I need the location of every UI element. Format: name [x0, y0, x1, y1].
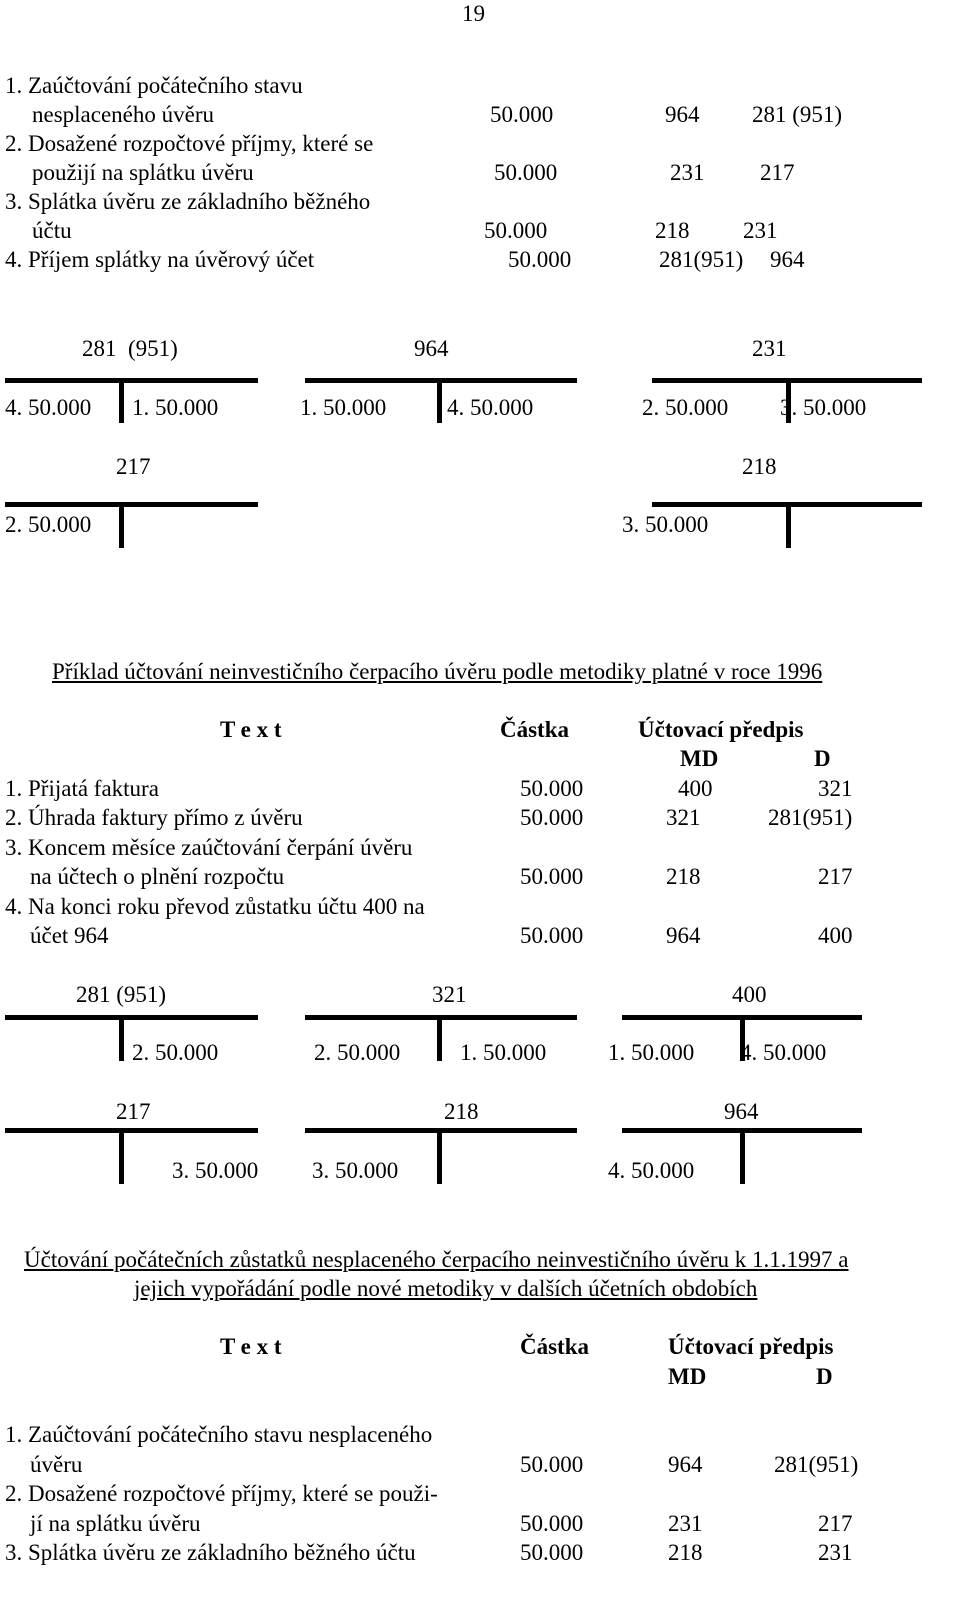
right-entry: 1. 50.000 — [460, 1040, 547, 1065]
section-title-line-1: Účtování počátečních zůstatků nesplaceného čerpacího neinvestičního úvěru k 1.1.1997 a — [24, 1247, 849, 1272]
header-predpis: Účtovací předpis — [668, 1334, 834, 1359]
right-entry: 3. 50.000 — [172, 1158, 259, 1183]
left-entry: 1. 50.000 — [608, 1040, 695, 1065]
account-name: 321 — [432, 982, 467, 1007]
account-name: 281 (951) — [76, 982, 167, 1007]
row-d: 321 — [818, 776, 853, 801]
row-amount: 50.000 — [520, 923, 584, 948]
t-account-divider — [740, 1128, 745, 1184]
row-amount: 50.000 — [520, 776, 584, 801]
row-text: 4. Na konci roku převod zůstatku účtu 400 na — [5, 894, 425, 919]
row-d: 281(951) — [768, 805, 853, 830]
t-account-top-line — [5, 378, 258, 383]
section-title-line-2: jejich vypořádání podle nové metodiky v dalších účetních obdobích — [134, 1276, 758, 1301]
row-d: 231 — [743, 218, 778, 243]
account-name: 964 — [414, 336, 449, 361]
account-name: 400 — [732, 982, 767, 1007]
account-name: 217 — [116, 454, 151, 479]
row-md: 281(951) — [659, 247, 744, 272]
row-amount: 50.000 — [520, 1540, 584, 1565]
row-md: 321 — [666, 805, 701, 830]
row-amount: 50.000 — [520, 1511, 584, 1536]
header-amount: Částka — [520, 1334, 590, 1359]
right-entry: 2. 50.000 — [132, 1040, 219, 1065]
row-md: 218 — [668, 1540, 703, 1565]
header-predpis: Účtovací předpis — [638, 717, 804, 742]
left-entry: 4. 50.000 — [608, 1158, 695, 1183]
header-text: T e x t — [220, 717, 282, 742]
row-text: 1. Zaúčtování počátečního stavu nesplaceného — [5, 1422, 433, 1447]
row-text: úvěru — [30, 1452, 83, 1477]
header-text: T e x t — [220, 1334, 282, 1359]
t-account-divider — [119, 502, 124, 548]
row-md: 400 — [678, 776, 713, 801]
page-number: 19 — [462, 1, 485, 26]
header-md: MD — [668, 1364, 707, 1389]
row-amount: 50.000 — [490, 102, 554, 127]
row-text: na účtech o plnění rozpočtu — [30, 864, 285, 889]
row-d: 281 (951) — [752, 102, 843, 127]
header-amount: Částka — [500, 717, 570, 742]
t-account-divider — [437, 1015, 442, 1061]
t-account-divider — [119, 1128, 124, 1184]
row-text: 4. Příjem splátky na úvěrový účet — [5, 247, 315, 272]
left-entry: 3. 50.000 — [622, 512, 709, 537]
t-account-divider — [119, 1015, 124, 1061]
t-account-top-line — [5, 1128, 258, 1133]
section-title: Příklad účtování neinvestičního čerpacího úvěru podle metodiky platné v roce 1996 — [52, 659, 823, 684]
row-d: 217 — [760, 160, 795, 185]
row-d: 217 — [818, 864, 853, 889]
row-text: 2. Dosažené rozpočtové příjmy, které se použi- — [5, 1481, 438, 1506]
row-amount: 50.000 — [508, 247, 572, 272]
t-account-divider — [786, 502, 791, 548]
account-name: 281 (951) — [82, 336, 178, 361]
t-account-divider — [437, 1128, 442, 1184]
row-amount: 50.000 — [484, 218, 548, 243]
row-md: 964 — [666, 923, 701, 948]
right-entry: 4. 50.000 — [447, 395, 534, 420]
right-entry: 4. 50.000 — [740, 1040, 827, 1065]
account-name: 964 — [724, 1099, 759, 1124]
row-d: 281(951) — [774, 1452, 859, 1477]
row-md: 964 — [668, 1452, 703, 1477]
left-entry: 2. 50.000 — [314, 1040, 401, 1065]
account-name: 217 — [116, 1099, 151, 1124]
row-text: nesplaceného úvěru — [32, 102, 215, 127]
header-md: MD — [680, 746, 719, 771]
left-entry: 2. 50.000 — [642, 395, 729, 420]
t-account-top-line — [5, 1015, 258, 1020]
row-md: 231 — [670, 160, 705, 185]
row-text: použijí na splátku úvěru — [32, 160, 254, 185]
row-text: účtu — [32, 218, 72, 243]
left-entry: 2. 50.000 — [5, 512, 92, 537]
left-entry: 1. 50.000 — [300, 395, 387, 420]
left-entry: 4. 50.000 — [5, 395, 92, 420]
header-d: D — [816, 1364, 833, 1389]
row-text: 1. Zaúčtování počátečního stavu — [5, 73, 303, 98]
row-text: 3. Splátka úvěru ze základního běžného účtu — [5, 1540, 416, 1565]
left-entry: 3. 50.000 — [312, 1158, 399, 1183]
t-account-divider — [437, 378, 442, 423]
row-md: 218 — [666, 864, 701, 889]
row-d: 400 — [818, 923, 853, 948]
row-md: 964 — [665, 102, 700, 127]
row-amount: 50.000 — [520, 1452, 584, 1477]
right-entry: 3. 50.000 — [780, 395, 867, 420]
row-text: 3. Koncem měsíce zaúčtování čerpání úvěru — [5, 835, 413, 860]
row-d: 964 — [770, 247, 805, 272]
row-text: jí na splátku úvěru — [30, 1511, 201, 1536]
header-d: D — [814, 746, 831, 771]
right-entry: 1. 50.000 — [132, 395, 219, 420]
row-text: účet 964 — [30, 923, 109, 948]
row-text: 1. Přijatá faktura — [5, 776, 159, 801]
account-name: 218 — [444, 1099, 479, 1124]
row-text: 3. Splátka úvěru ze základního běžného — [5, 189, 371, 214]
row-md: 218 — [655, 218, 690, 243]
row-d: 217 — [818, 1511, 853, 1536]
row-text: 2. Úhrada faktury přímo z úvěru — [5, 805, 303, 830]
row-amount: 50.000 — [520, 805, 584, 830]
row-d: 231 — [818, 1540, 853, 1565]
account-name: 218 — [742, 454, 777, 479]
t-account-divider — [119, 378, 124, 423]
t-account-top-line — [5, 502, 258, 507]
row-amount: 50.000 — [494, 160, 558, 185]
row-md: 231 — [668, 1511, 703, 1536]
account-name: 231 — [752, 336, 787, 361]
row-text: 2. Dosažené rozpočtové příjmy, které se — [5, 131, 374, 156]
row-amount: 50.000 — [520, 864, 584, 889]
